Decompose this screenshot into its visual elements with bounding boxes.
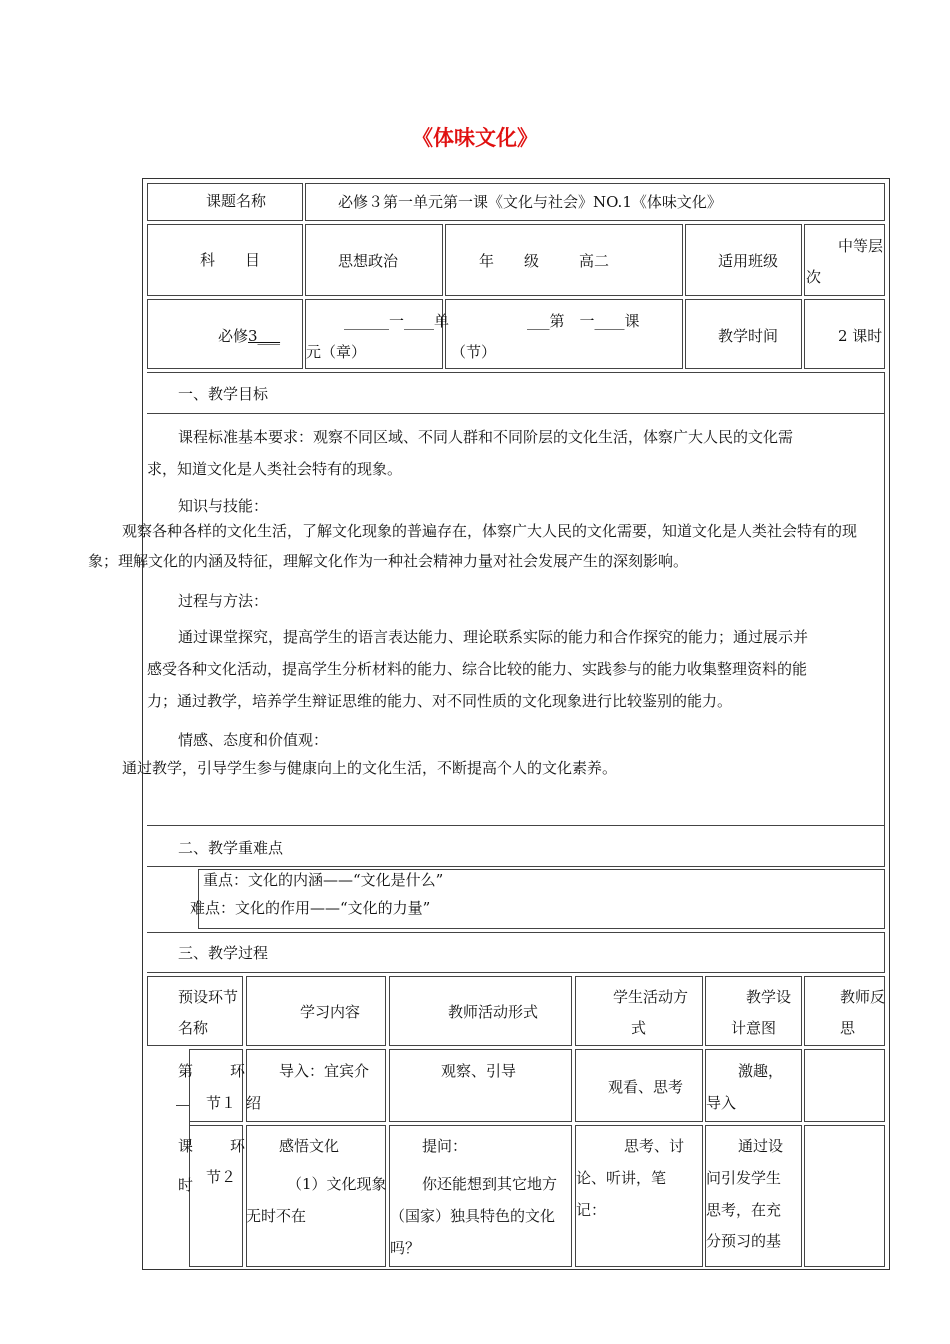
row2-design-line4: 分预习的基 <box>706 1232 782 1250</box>
grade-label: 年 级 <box>479 252 540 270</box>
row2-teacher-line4: 吗？ <box>390 1239 421 1257</box>
lesson-suffix: （节） <box>451 343 497 361</box>
header-content: 学习内容 <box>300 1003 361 1021</box>
section3-heading: 三、教学过程 <box>178 944 269 962</box>
row1-content-cell <box>246 1049 386 1122</box>
row2-design-line2: 问引发学生 <box>706 1169 782 1187</box>
header-stage-line1: 预设环节 <box>178 988 239 1006</box>
standard-line1: 课程标准基本要求：观察不同区域、不同人群和不同阶层的文化生活，体察广大人民的文化需 <box>178 428 794 446</box>
attitude-label: 情感、态度和价值观： <box>178 731 329 749</box>
process-line3: 力；通过教学，培养学生辩证思维的能力、对不同性质的文化现象进行比较鉴别的能力。 <box>147 692 733 710</box>
header-design-line1: 教学设 <box>746 988 792 1006</box>
header-reflect-line1: 教师反 <box>840 988 886 1006</box>
header-design-line2: 计意图 <box>731 1019 777 1037</box>
row2-content-line2: （1）文化现象 <box>287 1175 387 1193</box>
divider <box>147 825 885 826</box>
divider <box>147 372 885 373</box>
grade-value: 高二 <box>579 252 610 270</box>
class-label: 适用班级 <box>718 252 779 270</box>
row2-student-line3: 记： <box>576 1201 607 1219</box>
divider <box>176 1105 190 1106</box>
divider <box>147 866 885 867</box>
topic-value: 必修３第一单元第一课《文化与社会》NO.1《体味文化》 <box>338 193 722 211</box>
difficult-point: 难点：文化的作用——“文化的力量” <box>190 899 431 917</box>
time-value: 2 课时 <box>838 327 883 345</box>
row1-teacher: 观察、引导 <box>441 1062 517 1080</box>
row2-content-line1: 感悟文化 <box>279 1137 340 1155</box>
divider <box>147 972 885 973</box>
divider <box>884 825 885 867</box>
row1-teacher-cell <box>389 1049 572 1122</box>
divider <box>884 932 885 973</box>
row2-stage-d: 时 <box>178 1176 194 1194</box>
subject-label: 科 目 <box>200 251 261 269</box>
divider <box>147 413 885 414</box>
row1-stage-c: 节１ <box>206 1094 237 1112</box>
row2-stage-a: 课 <box>178 1137 194 1155</box>
header-stage-line2: 名称 <box>178 1019 209 1037</box>
divider <box>884 372 885 826</box>
row2-design-line1: 通过设 <box>738 1137 784 1155</box>
row2-teacher-line3: （国家）独具特色的文化 <box>390 1207 556 1225</box>
process-label: 过程与方法： <box>178 592 269 610</box>
time-label: 教学时间 <box>718 327 779 345</box>
header-reflect-line2: 思 <box>840 1019 856 1037</box>
header-student-line1: 学生活动方 <box>613 988 689 1006</box>
book-label: 必修3___ <box>218 327 281 345</box>
row2-student-line1: 思考、讨 <box>624 1137 685 1155</box>
attitude-line: 通过教学，引导学生参与健康向上的文化生活，不断提高个人的文化素养。 <box>122 759 618 777</box>
unit-suffix: 元（章） <box>306 343 367 361</box>
row1-design-line2: 导入 <box>706 1094 737 1112</box>
subject-value: 思想政治 <box>338 252 399 270</box>
row1-stage-b: 环 <box>230 1062 246 1080</box>
knowledge-line2: 象；理解文化的内涵及特征，理解文化作为一种社会精神力量对社会发展产生的深刻影响。 <box>88 552 689 570</box>
class-value-line2: 次 <box>806 268 822 286</box>
row2-design-line3: 思考，在充 <box>706 1201 782 1219</box>
row2-content-line3: 无时不在 <box>246 1207 307 1225</box>
knowledge-line1: 观察各种各样的文化生活，了解文化现象的普遍存在，体察广大人民的文化需要，知道文化是人类社会特有的现 <box>122 522 858 540</box>
row2-teacher-line1: 提问： <box>422 1137 468 1155</box>
row2-student-line2: 论、听讲，笔 <box>576 1169 667 1187</box>
row1-content-line2: 绍 <box>246 1094 262 1112</box>
row1-reflect-cell <box>804 1049 885 1122</box>
row2-stage-c: 节２ <box>206 1168 237 1186</box>
process-line2: 感受各种文化活动，提高学生分析材料的能力、综合比较的能力、实践参与的能力收集整理资料的能 <box>147 660 808 678</box>
row1-design-line1: 激趣， <box>738 1062 784 1080</box>
standard-line2: 求，知道文化是人类社会特有的现象。 <box>147 460 403 478</box>
section2-heading: 二、教学重难点 <box>178 839 284 857</box>
header-teacher: 教师活动形式 <box>448 1003 539 1021</box>
divider <box>147 932 885 933</box>
row2-stage-b: 环 <box>230 1137 246 1155</box>
row1-content-line1: 导入：宜宾介 <box>279 1062 370 1080</box>
row2-reflect-cell <box>804 1125 885 1267</box>
header-student-line2: 式 <box>631 1019 647 1037</box>
class-value-line1: 中等层 <box>838 237 884 255</box>
row2-teacher-line2: 你还能想到其它地方 <box>422 1175 558 1193</box>
section1-heading: 一、教学目标 <box>178 385 269 403</box>
process-line1: 通过课堂探究，提高学生的语言表达能力、理论联系实际的能力和合作探究的能力；通过展示并 <box>178 628 809 646</box>
row1-student: 观看、思考 <box>608 1078 684 1096</box>
topic-label: 课题名称 <box>206 192 267 210</box>
knowledge-label: 知识与技能： <box>178 497 269 515</box>
key-point: 重点：文化的内涵——“文化是什么” <box>203 871 444 889</box>
unit-line: ______一____单 <box>344 312 450 330</box>
lesson-line: ___第 一____课 <box>527 312 640 330</box>
row1-stage-a: 第 <box>178 1062 194 1080</box>
document-title: 《体味文化》 <box>412 126 538 150</box>
